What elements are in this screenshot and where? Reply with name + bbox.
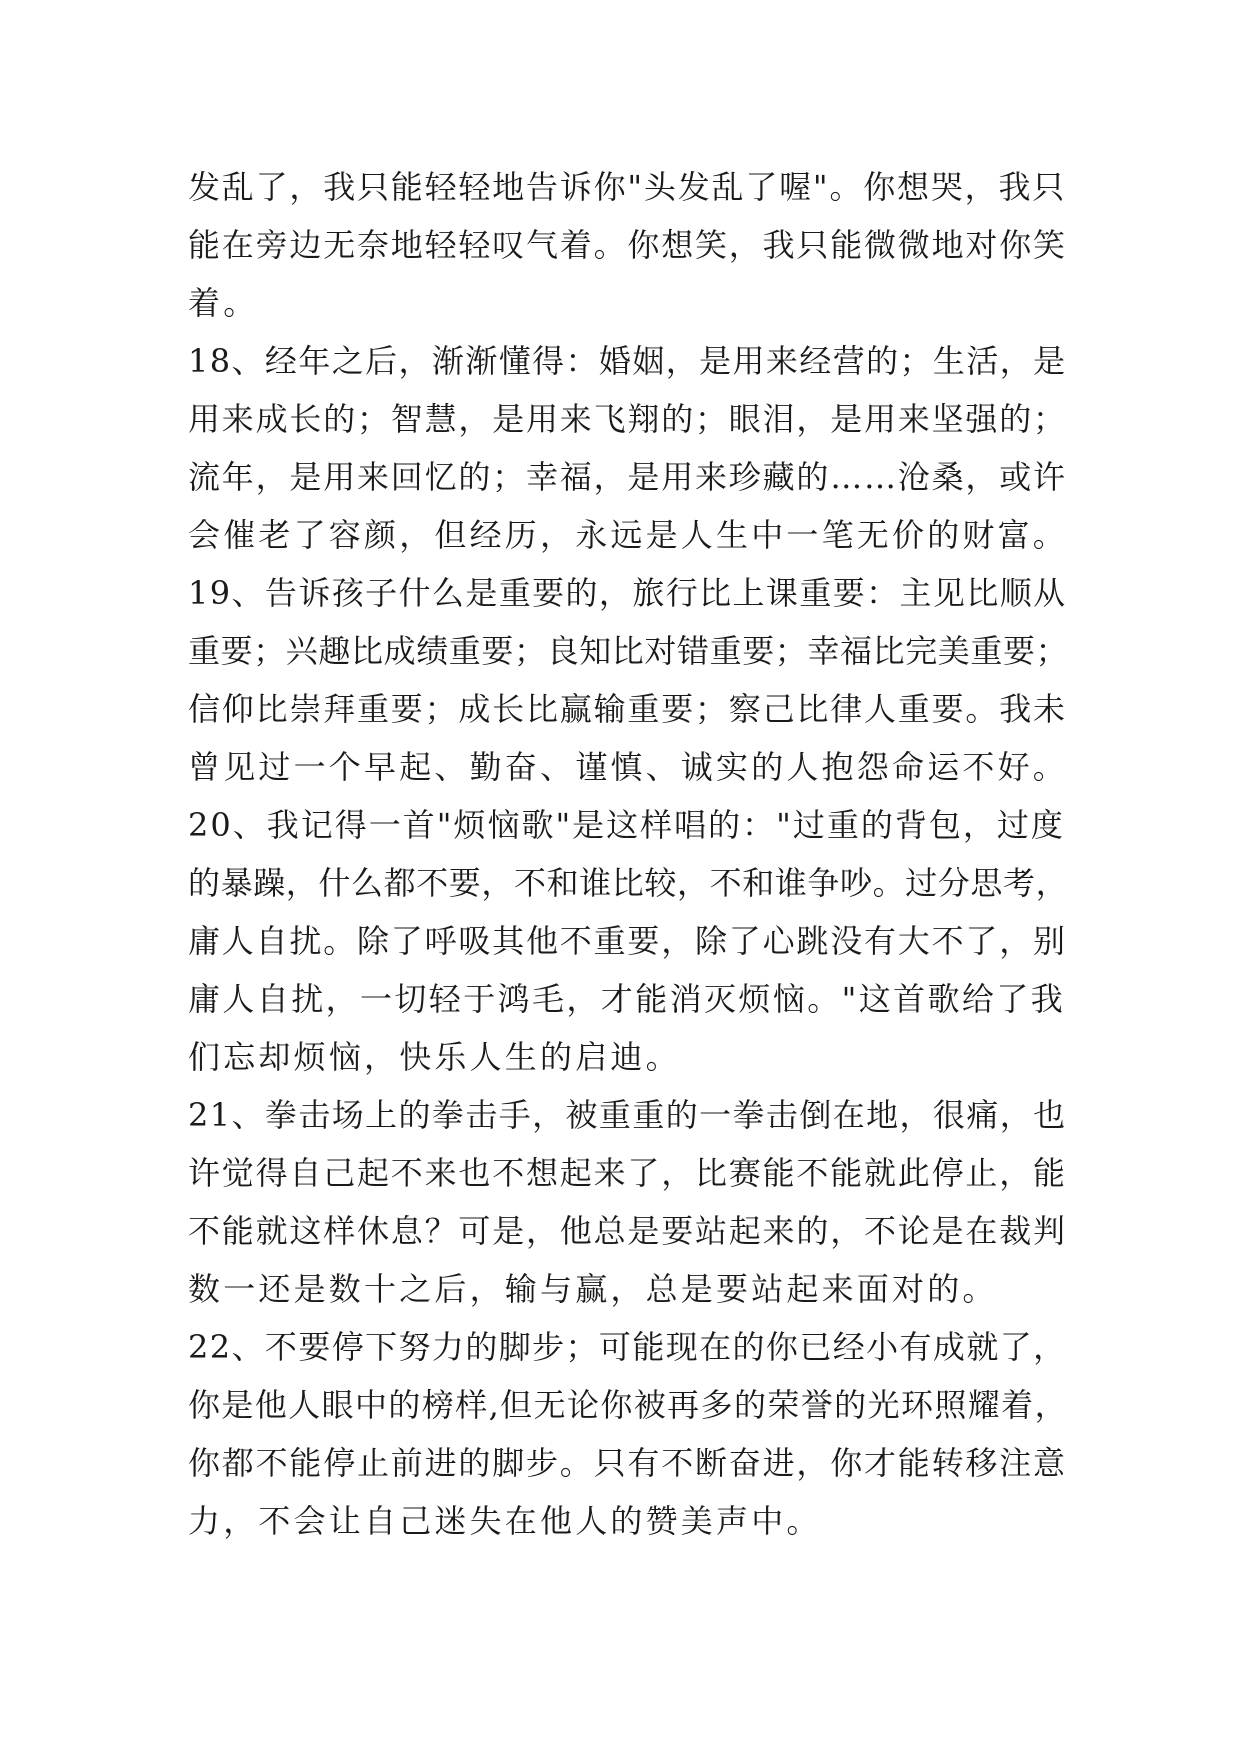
text-line: 着。 — [188, 284, 259, 322]
text-line: 18、经年之后，渐渐懂得：婚姻，是用来经营的；生活，是 — [188, 342, 1067, 380]
text-line: 21、拳击场上的拳击手，被重重的一拳击倒在地，很痛，也 — [188, 1096, 1067, 1134]
text-line: 曾见过一个早起、勤奋、谨慎、诚实的人抱怨命运不好。 — [188, 748, 1069, 786]
text-line: 不能就这样休息？可是，他总是要站起来的，不论是在裁判 — [188, 1212, 1067, 1250]
text-line: 力，不会让自己迷失在他人的赞美声中。 — [188, 1502, 822, 1540]
text-line: 能在旁边无奈地轻轻叹气着。你想笑，我只能微微地对你笑 — [188, 226, 1067, 264]
text-line: 流年，是用来回忆的；幸福，是用来珍藏的……沧桑，或许 — [188, 458, 1067, 496]
text-line: 庸人自扰。除了呼吸其他不重要，除了心跳没有大不了，别 — [188, 922, 1067, 960]
text-line: 会催老了容颜，但经历，永远是人生中一笔无价的财富。 — [188, 516, 1069, 554]
text-line: 信仰比崇拜重要；成长比赢输重要；察己比律人重要。我未 — [188, 690, 1067, 728]
document-body — [188, 158, 1068, 1550]
text-line: 许觉得自己起不来也不想起来了，比赛能不能就此停止，能 — [188, 1154, 1067, 1192]
text-line: 们忘却烦恼，快乐人生的启迪。 — [188, 1038, 681, 1076]
text-line: 19、告诉孩子什么是重要的，旅行比上课重要：主见比顺从 — [188, 574, 1067, 612]
text-line: 数一还是数十之后，输与赢，总是要站起来面对的。 — [188, 1270, 998, 1308]
text-line: 你是他人眼中的榜样,但无论你被再多的荣誉的光环照耀着， — [188, 1386, 1068, 1424]
text-line: 的暴躁，什么都不要，不和谁比较，不和谁争吵。过分思考， — [188, 864, 1069, 902]
text-line: 用来成长的；智慧，是用来飞翔的；眼泪，是用来坚强的； — [188, 400, 1067, 438]
text-line: 重要；兴趣比成绩重要；良知比对错重要；幸福比完美重要； — [188, 632, 1069, 670]
text-line: 22、不要停下努力的脚步；可能现在的你已经小有成就了， — [188, 1328, 1067, 1366]
text-line: 20、我记得一首"烦恼歌"是这样唱的："过重的背包，过度 — [188, 806, 1065, 844]
text-line: 庸人自扰，一切轻于鸿毛，才能消灭烦恼。"这首歌给了我 — [188, 980, 1066, 1018]
text-line: 发乱了，我只能轻轻地告诉你"头发乱了喔"。你想哭，我只 — [188, 168, 1067, 206]
text-line: 你都不能停止前进的脚步。只有不断奋进，你才能转移注意 — [188, 1444, 1067, 1482]
